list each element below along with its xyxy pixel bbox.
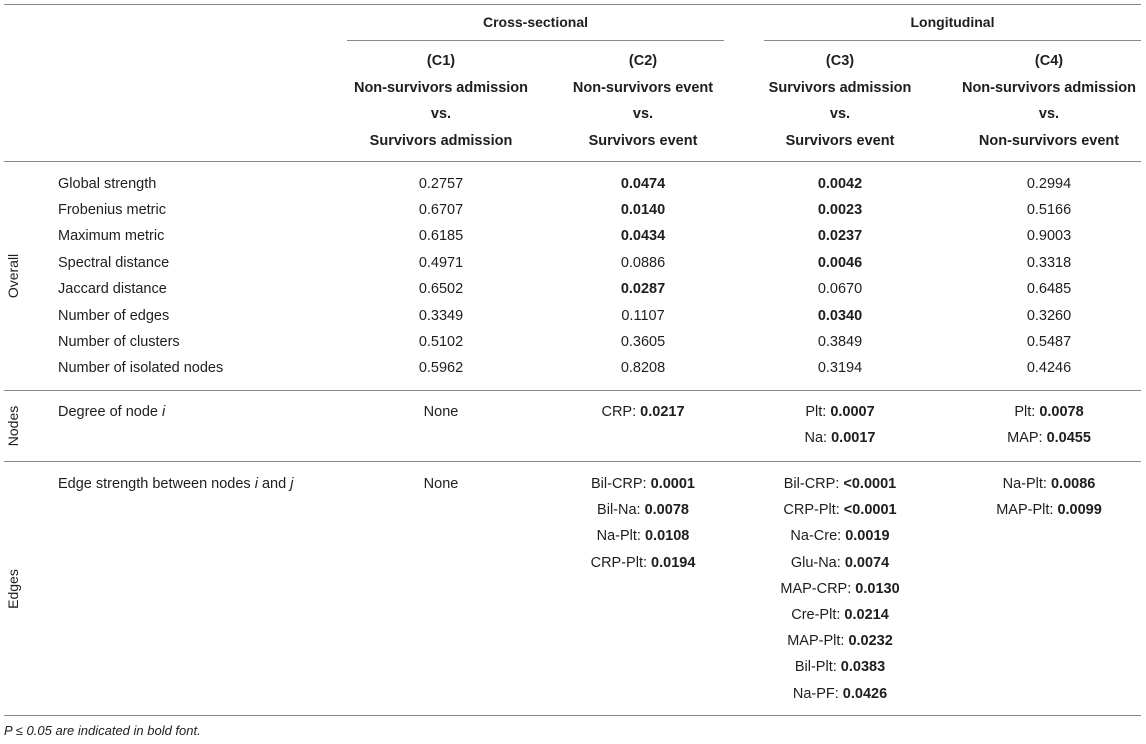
cell-line bbox=[561, 497, 725, 523]
cell-c3: 0.0023 bbox=[817, 201, 863, 218]
cell-c1: None bbox=[423, 404, 459, 420]
p-value: 0.0383 bbox=[840, 659, 886, 676]
p-value: 0.0217 bbox=[640, 404, 685, 420]
p-value: 0.0001 bbox=[650, 476, 695, 492]
cell-c2: 0.1107 bbox=[621, 307, 665, 324]
p-value: 0.0108 bbox=[644, 528, 690, 545]
cell-c1: 0.6502 bbox=[418, 281, 464, 298]
cell-c3: 0.3194 bbox=[817, 360, 863, 377]
nodes-bottom-rule bbox=[4, 461, 1141, 462]
cell-edges-c3 bbox=[762, 471, 918, 707]
group-header-cross-sectional: Cross-sectional bbox=[482, 14, 589, 30]
cell-c4: 0.6485 bbox=[1026, 281, 1072, 298]
cell-c2: 0.0140 bbox=[620, 201, 666, 218]
cell-c1: 0.4971 bbox=[418, 254, 464, 271]
section-label-text: Overall bbox=[5, 253, 21, 299]
row-label: Number of edges bbox=[58, 307, 170, 324]
variable-name: MAP-Plt: bbox=[996, 502, 1058, 519]
p-value: 0.0078 bbox=[1039, 404, 1084, 420]
table-footnote: P ≤ 0.05 are indicated in bold font. bbox=[4, 723, 201, 738]
p-value: 0.0455 bbox=[1046, 430, 1091, 447]
cell-line bbox=[561, 550, 725, 576]
section-label-text: Nodes bbox=[5, 405, 21, 447]
section-label-text: Edges bbox=[5, 568, 21, 609]
p-value: 0.0232 bbox=[848, 633, 893, 650]
cell-c3: 0.0042 bbox=[817, 175, 863, 192]
column-vs: vs. bbox=[430, 106, 452, 122]
variable-name: Na-Cre: bbox=[790, 528, 846, 545]
row-label: Edge strength between nodes i and j bbox=[58, 476, 294, 492]
table-row bbox=[0, 276, 1146, 302]
p-value: 0.0214 bbox=[844, 607, 889, 624]
cell-c4: 0.4246 bbox=[1026, 360, 1072, 377]
cell-line bbox=[762, 602, 918, 628]
variable-name: Bil-Plt: bbox=[794, 659, 841, 676]
row-label: Degree of node i bbox=[58, 404, 166, 420]
p-value: 0.0086 bbox=[1050, 476, 1096, 492]
cell-line bbox=[762, 523, 918, 549]
table-row bbox=[0, 250, 1146, 276]
table-row bbox=[0, 197, 1146, 223]
variable-name: Cre-Plt: bbox=[791, 607, 845, 624]
variable-name: MAP-Plt: bbox=[787, 633, 849, 650]
row-label: Spectral distance bbox=[58, 254, 170, 271]
variable-name: MAP: bbox=[1007, 430, 1047, 447]
variable-name: Plt: bbox=[1014, 404, 1040, 420]
p-value: 0.0074 bbox=[844, 554, 890, 571]
column-line2: Survivors admission bbox=[369, 132, 513, 149]
row-label: Frobenius metric bbox=[58, 201, 166, 218]
cell-c4: 0.3318 bbox=[1026, 254, 1072, 271]
variable-name: Bil-CRP: bbox=[591, 476, 651, 492]
cell-c2: 0.0434 bbox=[620, 228, 666, 245]
cell-nodes-c3 bbox=[762, 399, 918, 451]
column-id: (C1) bbox=[426, 53, 456, 69]
variable-name: CRP-Plt: bbox=[783, 502, 844, 519]
variable-name: MAP-CRP: bbox=[780, 580, 856, 597]
cell-edges-c4 bbox=[954, 471, 1144, 523]
cell-c2: 0.3605 bbox=[620, 333, 666, 350]
cell-c1: 0.2757 bbox=[418, 175, 464, 192]
variable-name: CRP-Plt: bbox=[590, 554, 652, 571]
column-id: (C4) bbox=[1034, 53, 1064, 69]
cell-c3: 0.0046 bbox=[817, 254, 863, 271]
column-line1: Non-survivors event bbox=[572, 79, 714, 96]
cell-line bbox=[561, 471, 725, 497]
cell-edges-c2 bbox=[561, 471, 725, 576]
section-label-edges bbox=[3, 462, 23, 715]
cell-c3: 0.3849 bbox=[817, 333, 863, 350]
table-row bbox=[0, 171, 1146, 197]
cell-c1: 0.5962 bbox=[418, 360, 464, 377]
row-label: Maximum metric bbox=[58, 228, 165, 245]
p-value: 0.0194 bbox=[651, 554, 696, 571]
cell-line bbox=[561, 399, 725, 425]
cell-line bbox=[762, 550, 918, 576]
column-header-c3 bbox=[750, 48, 930, 154]
cell-c3: 0.0670 bbox=[817, 281, 863, 298]
variable-name: Na: bbox=[804, 430, 832, 447]
column-line2: Survivors event bbox=[785, 132, 895, 149]
cell-c2: 0.8208 bbox=[620, 360, 666, 377]
p-value: 0.0078 bbox=[644, 502, 689, 519]
cell-c2: 0.0474 bbox=[620, 175, 666, 192]
cell-line bbox=[762, 681, 918, 707]
column-line2: Non-survivors event bbox=[978, 132, 1120, 149]
row-label: Global strength bbox=[58, 175, 157, 192]
table-top-rule bbox=[4, 4, 1141, 5]
column-header-c2 bbox=[548, 48, 738, 154]
variable-name: Plt: bbox=[805, 404, 831, 420]
cell-c3: 0.0237 bbox=[817, 228, 863, 245]
cell-line bbox=[762, 628, 918, 654]
overall-bottom-rule bbox=[4, 390, 1141, 391]
variable-name: Bil-Na: bbox=[597, 502, 645, 519]
column-vs: vs. bbox=[632, 106, 654, 122]
cell-c4: 0.2994 bbox=[1026, 175, 1072, 192]
column-header-c4 bbox=[949, 48, 1146, 154]
column-line1: Non-survivors admission bbox=[353, 79, 529, 96]
row-label: Number of isolated nodes bbox=[58, 360, 224, 377]
table-bottom-rule bbox=[4, 715, 1141, 716]
p-value: 0.0007 bbox=[830, 404, 875, 420]
cell-line bbox=[762, 399, 918, 425]
column-id: (C3) bbox=[825, 53, 855, 69]
cell-line bbox=[762, 576, 918, 602]
cell-line bbox=[954, 425, 1144, 451]
column-header-c1 bbox=[341, 48, 541, 154]
table-row bbox=[0, 329, 1146, 355]
row-label: Jaccard distance bbox=[58, 281, 167, 298]
cell-c3: 0.0340 bbox=[817, 307, 863, 324]
cell-c4: 0.9003 bbox=[1026, 228, 1072, 245]
cell-line bbox=[954, 497, 1144, 523]
p-value: 0.0130 bbox=[855, 580, 900, 597]
column-line2: Survivors event bbox=[588, 132, 698, 149]
p-value: 0.0017 bbox=[831, 430, 876, 447]
cross-sectional-underline bbox=[347, 40, 724, 41]
variable-name: Na-Plt: bbox=[596, 528, 645, 545]
cell-nodes-c4 bbox=[954, 399, 1144, 451]
cell-c1: 0.6185 bbox=[418, 228, 464, 245]
table-row bbox=[0, 355, 1146, 381]
column-id: (C2) bbox=[628, 53, 658, 69]
cell-nodes-c2 bbox=[561, 399, 725, 425]
cell-line bbox=[954, 399, 1144, 425]
p-value: <0.0001 bbox=[843, 476, 897, 492]
variable-name: CRP: bbox=[601, 404, 641, 420]
variable-name: Na-PF: bbox=[792, 685, 843, 702]
cell-c4: 0.5166 bbox=[1026, 201, 1072, 218]
p-value: 0.0426 bbox=[842, 685, 888, 702]
cell-line bbox=[762, 471, 918, 497]
cell-c1: None bbox=[423, 476, 459, 492]
column-line1: Non-survivors admission bbox=[961, 79, 1137, 96]
cell-c4: 0.5487 bbox=[1026, 333, 1072, 350]
column-vs: vs. bbox=[829, 106, 851, 122]
row-label: Number of clusters bbox=[58, 333, 180, 350]
p-value: 0.0099 bbox=[1057, 502, 1102, 519]
cell-line bbox=[954, 471, 1144, 497]
cell-line bbox=[762, 654, 918, 680]
cell-c1: 0.6707 bbox=[418, 201, 464, 218]
variable-name: Glu-Na: bbox=[790, 554, 845, 571]
p-value: <0.0001 bbox=[843, 502, 897, 519]
column-line1: Survivors admission bbox=[768, 79, 912, 96]
header-bottom-rule bbox=[4, 161, 1141, 162]
variable-name: Bil-CRP: bbox=[783, 476, 844, 492]
group-header-longitudinal: Longitudinal bbox=[910, 14, 995, 30]
cell-line bbox=[762, 425, 918, 451]
cell-line bbox=[762, 497, 918, 523]
cell-c1: 0.5102 bbox=[418, 333, 464, 350]
table-row bbox=[0, 303, 1146, 329]
p-value: 0.0019 bbox=[845, 528, 890, 545]
column-vs: vs. bbox=[1038, 106, 1060, 122]
longitudinal-underline bbox=[764, 40, 1141, 41]
cell-line bbox=[561, 523, 725, 549]
variable-name: Na-Plt: bbox=[1002, 476, 1051, 492]
cell-c1: 0.3349 bbox=[418, 307, 464, 324]
cell-c2: 0.0287 bbox=[620, 281, 666, 298]
table-row bbox=[0, 223, 1146, 249]
cell-c4: 0.3260 bbox=[1026, 307, 1072, 324]
cell-c2: 0.0886 bbox=[620, 254, 666, 271]
